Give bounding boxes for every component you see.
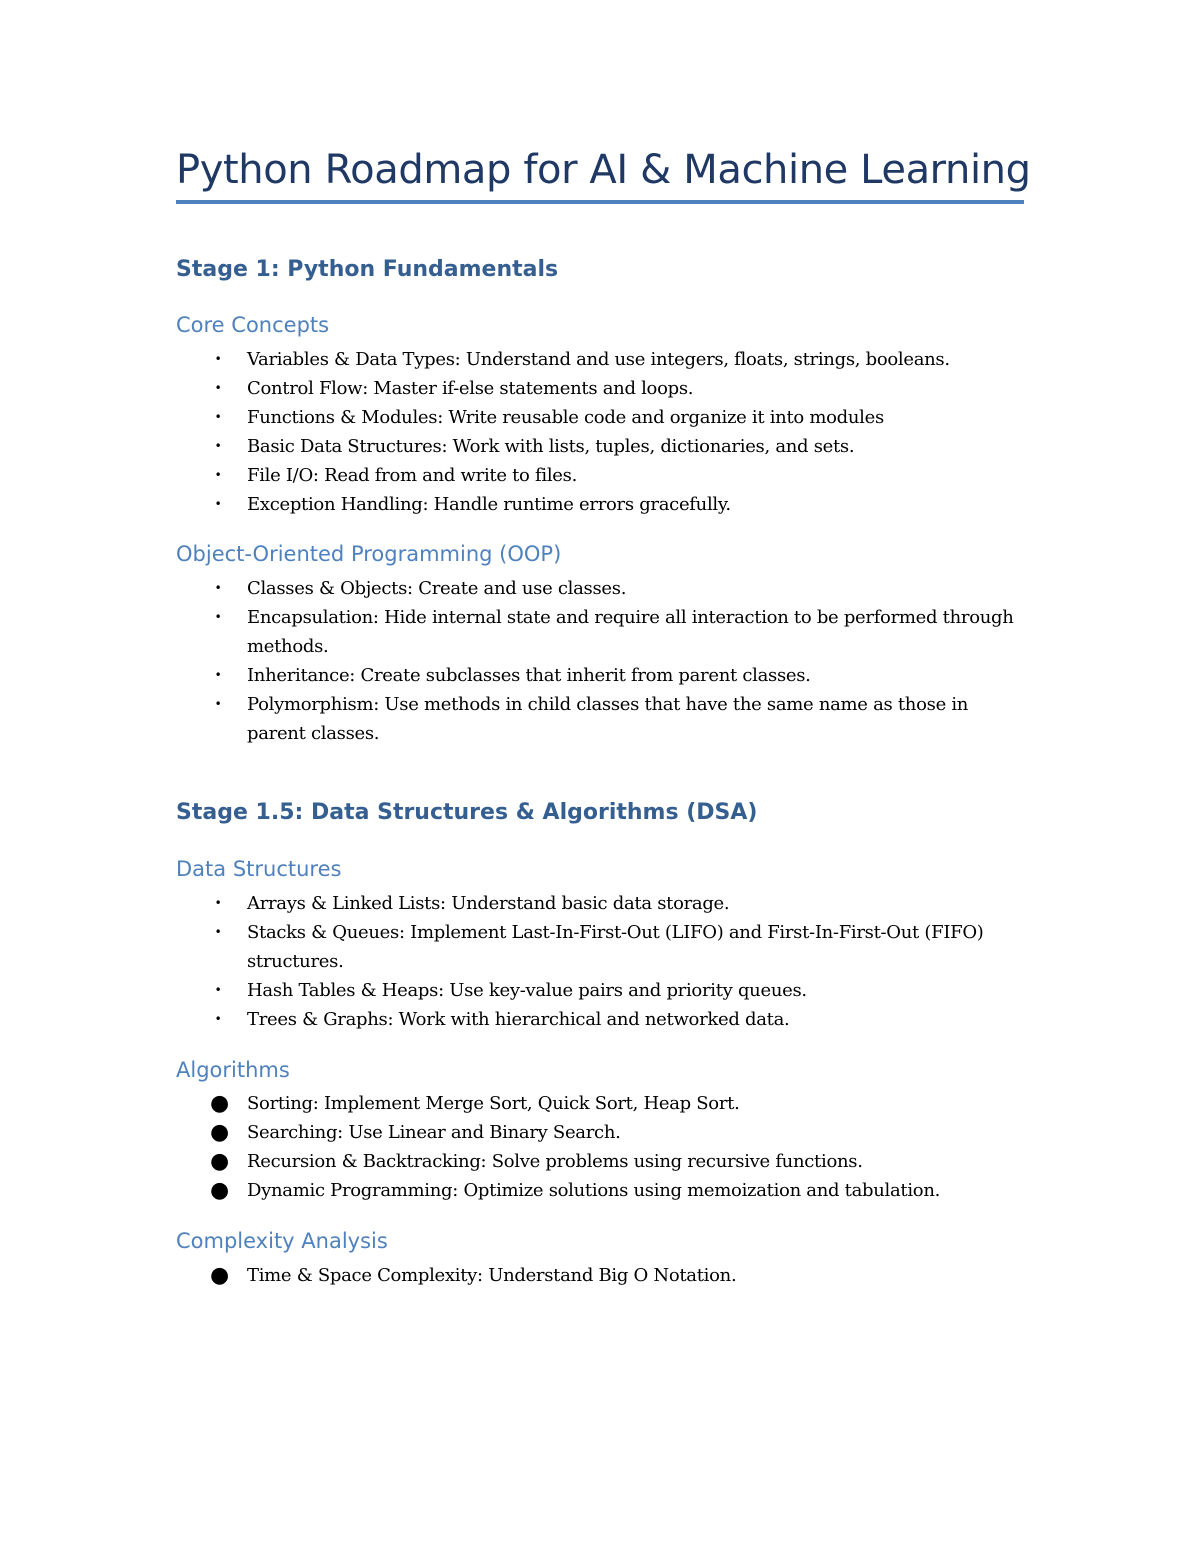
list-item: • Inheritance: Create subclasses that inherit from parent classes. xyxy=(176,661,1024,690)
list-item: • Stacks & Queues: Implement Last-In-First-Out (LIFO) and First-In-First-Out (FIFO) structures. xyxy=(176,918,1024,976)
bullet-icon: • xyxy=(214,983,222,997)
list-item: • Hash Tables & Heaps: Use key-value pairs and priority queues. xyxy=(176,976,1024,1005)
bullet-icon: • xyxy=(214,896,222,910)
bullet-icon: • xyxy=(214,410,222,424)
complexity-analysis-heading: Complexity Analysis xyxy=(176,1229,388,1253)
bullet-icon: ● xyxy=(210,1263,229,1288)
algorithms-heading: Algorithms xyxy=(176,1058,290,1082)
bullet-icon: • xyxy=(214,497,222,511)
list-item: • Functions & Modules: Write reusable code and organize it into modules xyxy=(176,403,1024,432)
list-item: • Polymorphism: Use methods in child classes that have the same name as those in parent classes. xyxy=(176,690,1024,748)
list-item: • Arrays & Linked Lists: Understand basic data storage. xyxy=(176,889,1024,918)
bullet-icon: • xyxy=(214,352,222,366)
algorithms-list xyxy=(176,1089,1024,1205)
bullet-icon: • xyxy=(214,610,222,624)
complexity-list xyxy=(176,1261,1024,1290)
list-item: • Exception Handling: Handle runtime errors gracefully. xyxy=(176,490,1024,519)
bullet-icon: ● xyxy=(210,1091,229,1116)
list-item: • Basic Data Structures: Work with lists, tuples, dictionaries, and sets. xyxy=(176,432,1024,461)
bullet-icon: • xyxy=(214,668,222,682)
stage-1-5-heading: Stage 1.5: Data Structures & Algorithms (DSA) xyxy=(176,800,758,825)
bullet-icon: • xyxy=(214,381,222,395)
core-concepts-heading: Core Concepts xyxy=(176,313,330,337)
document-title: Python Roadmap for AI & Machine Learning xyxy=(176,147,1031,193)
bullet-icon: • xyxy=(214,468,222,482)
bullet-icon: ● xyxy=(210,1120,229,1145)
oop-heading: Object-Oriented Programming (OOP) xyxy=(176,542,562,566)
list-item: • Variables & Data Types: Understand and use integers, floats, strings, booleans. xyxy=(176,345,1024,374)
list-item: ● Recursion & Backtracking: Solve problems using recursive functions. xyxy=(210,1149,863,1174)
bullet-icon: ● xyxy=(210,1149,229,1174)
bullet-icon: • xyxy=(214,581,222,595)
list-item: • Classes & Objects: Create and use classes. xyxy=(176,574,1024,603)
list-item: • Encapsulation: Hide internal state and require all interaction to be performed through methods. xyxy=(176,603,1024,661)
list-item: ● Dynamic Programming: Optimize solutions using memoization and tabulation. xyxy=(210,1178,941,1203)
list-item: ● Sorting: Implement Merge Sort, Quick Sort, Heap Sort. xyxy=(210,1091,740,1116)
list-item: • Trees & Graphs: Work with hierarchical and networked data. xyxy=(176,1005,1024,1034)
list-item: • File I/O: Read from and write to files. xyxy=(176,461,1024,490)
bullet-icon: • xyxy=(214,439,222,453)
stage-1-heading: Stage 1: Python Fundamentals xyxy=(176,257,559,282)
data-structures-list xyxy=(176,889,1024,1034)
list-item: ● Time & Space Complexity: Understand Big O Notation. xyxy=(210,1263,737,1288)
core-concepts-list xyxy=(176,345,1024,519)
list-item: • Control Flow: Master if-else statements and loops. xyxy=(176,374,1024,403)
data-structures-heading: Data Structures xyxy=(176,857,342,881)
bullet-icon: ● xyxy=(210,1178,229,1203)
bullet-icon: • xyxy=(214,697,222,711)
bullet-icon: • xyxy=(214,1012,222,1026)
bullet-icon: • xyxy=(214,925,222,939)
oop-list xyxy=(176,574,1024,748)
title-underline xyxy=(176,200,1024,204)
list-item: ● Searching: Use Linear and Binary Search. xyxy=(210,1120,621,1145)
